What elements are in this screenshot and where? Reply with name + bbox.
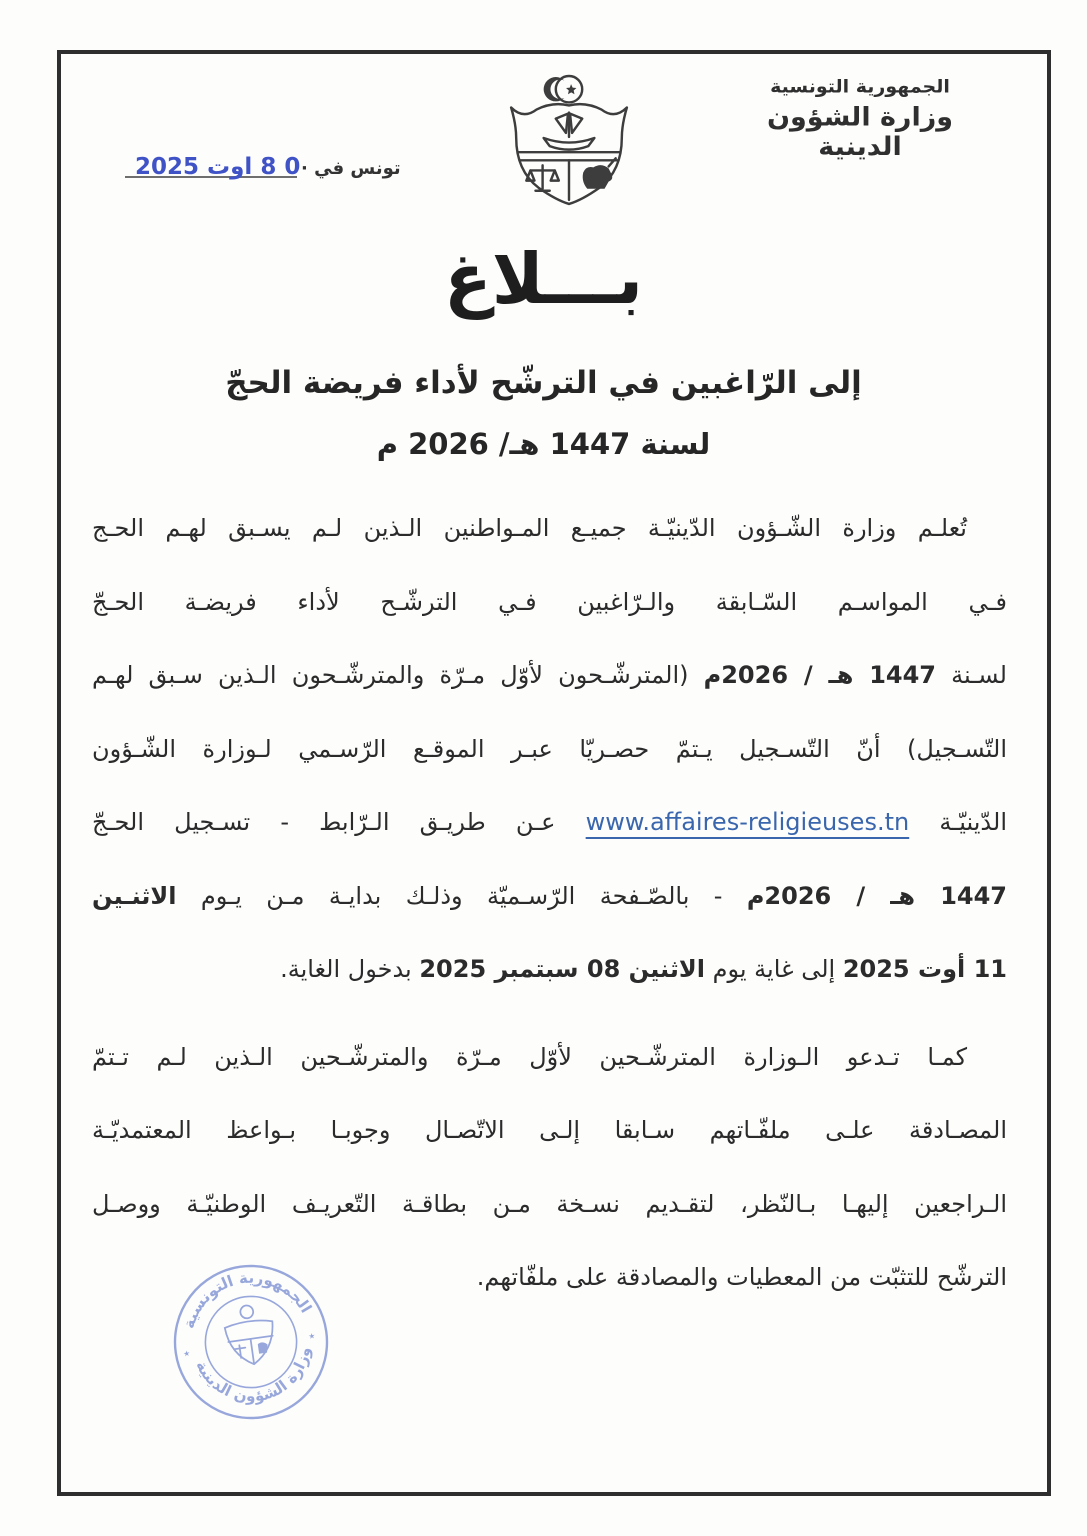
body-line	[92, 639, 1007, 713]
body-line	[92, 492, 1007, 566]
text-segment: عـن طريـق الـرّابط - تسـجيل الحـجّ	[92, 808, 586, 836]
bold-text-segment: الاثنـين	[92, 881, 177, 910]
text-segment: كمـا تـدعو الـوزارة المترشّـحين لأوّل مـرّة والمترشّـحين الـذين لـم تـتمّ	[92, 1042, 967, 1071]
tunis-date-label: تونس في ·	[301, 158, 401, 179]
document-subtitle: إلى الرّاغبين في الترشّح لأداء فريضة الحجّ	[225, 365, 862, 401]
date-stamp: 0 8 اوت 2025	[135, 154, 301, 180]
body-line	[92, 566, 1007, 640]
stamp-star-right: ٭	[307, 1328, 317, 1345]
bold-text-segment: 1447 هـ / 2026م	[746, 881, 1007, 910]
body-line	[92, 1094, 1007, 1168]
bold-text-segment: 1447 هـ / 2026م	[703, 661, 936, 689]
ministry-header	[725, 76, 995, 163]
body-line	[92, 786, 1007, 860]
body-line	[92, 1168, 1007, 1242]
body-line	[92, 860, 1007, 934]
stamp-star-left: ٭	[182, 1346, 192, 1362]
text-segment: الـراجعين إليهـا بـالنّظر، لتقـديم نسـخة مـن بطاقـة التّعريـف الوطنيّـة ووصـل	[92, 1189, 1007, 1218]
text-segment: التّسـجيل) أنّ التّسـجيل يـتمّ حصـريّا عبـر الموقـع الرّسـمي لـوزارة الشّـؤون	[92, 734, 1007, 763]
text-segment: إلى غاية يوم	[704, 955, 843, 983]
text-segment: الدّينيّـة	[909, 808, 1007, 836]
republic-title: الجمهورية التونسية	[770, 76, 950, 98]
paragraph	[92, 492, 1007, 1007]
text-segment: الترشّح للتثبّت من المعطيات والمصادقة على ملفّاتهم.	[476, 1263, 1007, 1291]
document-title: بـــلاغ	[443, 238, 644, 320]
body-line	[92, 1021, 1007, 1095]
document-subtitle-year: لسنة 1447 هـ/ 2026 م	[376, 427, 711, 461]
svg-text:وزارة الشؤون الدينية	[191, 1343, 320, 1413]
stamp-ring-bottom-text: وزارة الشؤون الدينية	[192, 1345, 315, 1406]
text-segment: تُعلـم وزارة الشّـؤون الدّينيّـة جميـع المـواطنين الـذين لـم يسـبق لهـم الحـج	[92, 514, 967, 542]
bold-text-segment: الاثنين 08 سبتمبر 2025	[419, 955, 705, 983]
text-segment: بدخول الغاية.	[280, 955, 420, 983]
stamp-ring-top-text: الجمهورية التونسية	[179, 1268, 316, 1331]
body-text	[92, 492, 1007, 1315]
body-line	[92, 933, 1007, 1007]
text-segment: (المترشّـحون لأوّل مـرّة والمترشّـحون الـذين سـبق لهـم	[92, 661, 704, 689]
ministry-round-stamp	[160, 1252, 343, 1433]
bold-text-segment: 11 أوت 2025	[842, 955, 1007, 983]
registration-website-link[interactable]: www.affaires-religieuses.tn	[585, 808, 910, 836]
text-segment: لسـنة	[936, 661, 1007, 689]
body-line	[92, 713, 1007, 787]
date-row	[125, 153, 401, 195]
ministry-title: وزارة الشؤون الدينية	[766, 102, 954, 162]
text-segment: المصـادقة علـى ملفّـاتهم سـابقا إلـى الاتّصـال وجوبـا بـواعظ المعتمديّـة	[92, 1116, 1007, 1144]
text-segment: فـي المواسـم السّـابقة والـرّاغبين فـي الترشّـح لأداء فريضـة الحـجّ	[92, 587, 1007, 616]
tunisia-coat-of-arms-icon	[503, 74, 635, 206]
text-segment: - بالصّـفحة الرّسـميّة وذلـك بدايـة مـن يـوم	[176, 881, 747, 910]
